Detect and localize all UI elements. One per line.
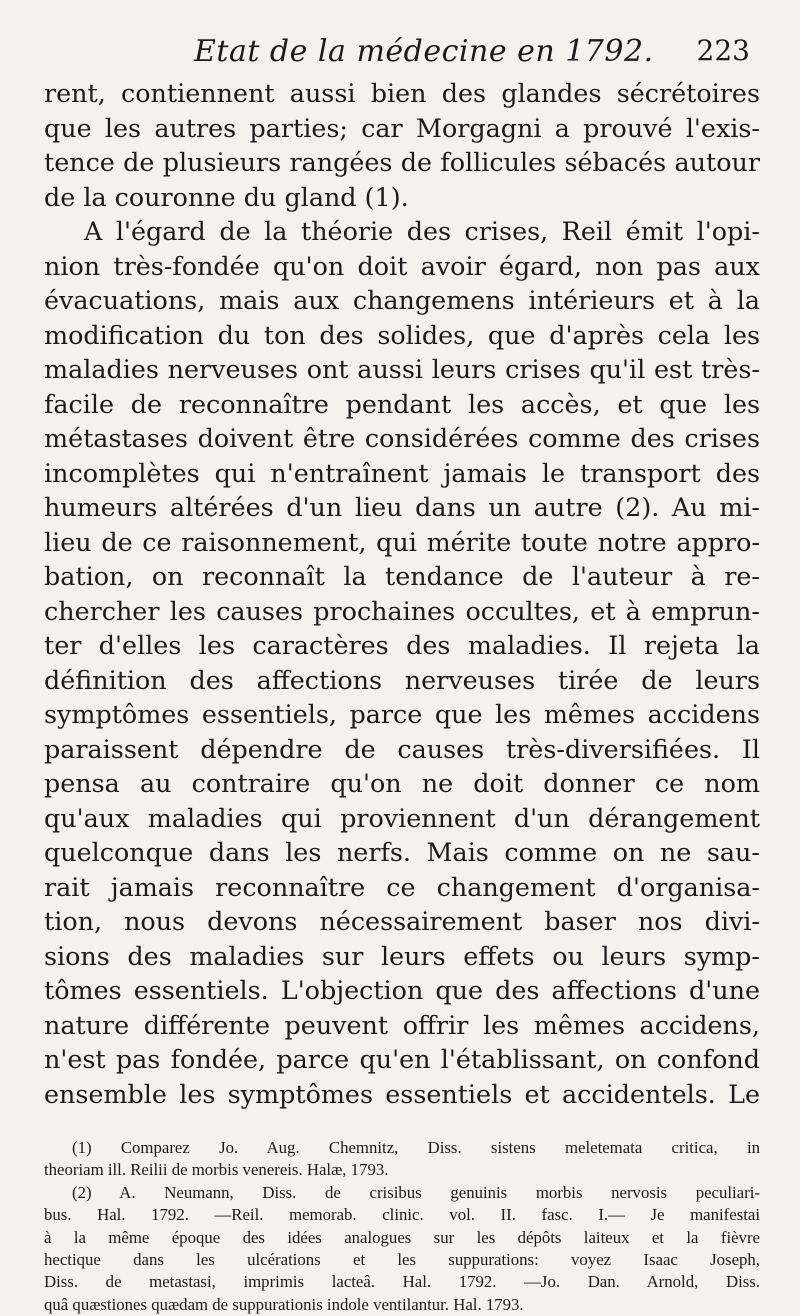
footnote-line: (2) A. Neumann, Diss. de crisibus genuinis morbis nervosis peculiari-	[72, 1182, 760, 1202]
text-line: maladies nerveuses ont aussi leurs crises qu'il est très-	[44, 354, 760, 384]
page-header	[44, 28, 760, 72]
text-line: nature différente peuvent offrir les mêmes accidens,	[44, 1009, 760, 1040]
text-line: nion très-fondée qu'on doit avoir égard, non pas aux	[44, 250, 760, 281]
text-line: quelconque dans les nerfs. Mais comme on ne sau-	[44, 837, 760, 867]
text-line: lieu de ce raisonnement, qui mérite toute notre appro-	[44, 526, 760, 557]
text-line: qu'aux maladies qui proviennent d'un dérangement	[44, 802, 760, 833]
body-text	[44, 76, 760, 1111]
text-line: rent, contiennent aussi bien des glandes sécrétoires	[44, 78, 760, 108]
text-line: définition des affections nerveuses tirée de leurs	[44, 664, 760, 695]
text-line: symptômes essentiels, parce que les mêmes accidens	[44, 699, 760, 729]
text-line: humeurs altérées d'un lieu dans un autre (2). Au mi-	[44, 492, 760, 522]
footnote-line: hectique dans les ulcérations et les suppurations: voyez Isaac Joseph,	[44, 1250, 760, 1270]
text-line: chercher les causes prochaines occultes, et à emprun-	[44, 595, 760, 626]
text-line: métastases doivent être considérées comme des crises	[44, 423, 760, 453]
text-line: sions des maladies sur leurs effets ou leurs symp-	[44, 940, 760, 971]
text-line: tence de plusieurs rangées de follicules sébacés autour	[44, 147, 760, 177]
text-line: modification du ton des solides, que d'après cela les	[44, 319, 760, 350]
text-line: tômes essentiels. L'objection que des affections d'une	[44, 975, 760, 1005]
text-line: que les autres parties; car Morgagni a prouvé l'exis-	[44, 112, 760, 143]
text-line: n'est pas fondée, parce qu'en l'établissant, on confond	[44, 1044, 760, 1074]
text-line: évacuations, mais aux changemens intérieurs et à la	[44, 285, 760, 315]
text-line: tion, nous devons nécessairement baser nos divi-	[44, 906, 760, 936]
text-line: ter d'elles les caractères des maladies. Il rejeta la	[44, 630, 760, 660]
text-line: rait jamais reconnaître ce changement d'organisa-	[44, 871, 760, 902]
footnote-line: bus. Hal. 1792. —Reil. memorab. clinic. vol. II. fasc. I.— Je manifestai	[44, 1205, 760, 1225]
text-line: incomplètes qui n'entraînent jamais le transport des	[44, 457, 760, 488]
text-line: paraissent dépendre de causes très-diversifiées. Il	[44, 733, 760, 764]
footnote-line: Diss. de metastasi, imprimis lacteâ. Hal. 1792. —Jo. Dan. Arnold, Diss.	[44, 1272, 760, 1292]
page-number: 223	[696, 34, 750, 67]
text-line: de la couronne du gland (1).	[44, 181, 409, 212]
text-line: pensa au contraire qu'on ne doit donner ce nom	[44, 768, 760, 798]
footnote-line: theoriam ill. Reilii de morbis venereis. Halæ, 1793.	[44, 1160, 389, 1180]
footnote-line: quâ quæstiones quædam de suppurationis indole ventilantur. Hal. 1793.	[44, 1294, 524, 1314]
footnote-line: à la même époque des idées analogues sur les dépôts laiteux et la fièvre	[44, 1227, 760, 1247]
footnote-line: (1) Comparez Jo. Aug. Chemnitz, Diss. sistens meletemata critica, in	[72, 1138, 760, 1157]
footnotes	[44, 1137, 760, 1316]
running-title: Etat de la médecine en 1792.	[194, 34, 654, 69]
text-line: bation, on reconnaît la tendance de l'auteur à re-	[44, 561, 760, 591]
text-line: A l'égard de la théorie des crises, Reil émit l'opi-	[84, 216, 760, 246]
text-line: facile de reconnaître pendant les accès, et que les	[44, 388, 760, 419]
text-line: ensemble les symptômes essentiels et accidentels. Le	[44, 1078, 760, 1109]
